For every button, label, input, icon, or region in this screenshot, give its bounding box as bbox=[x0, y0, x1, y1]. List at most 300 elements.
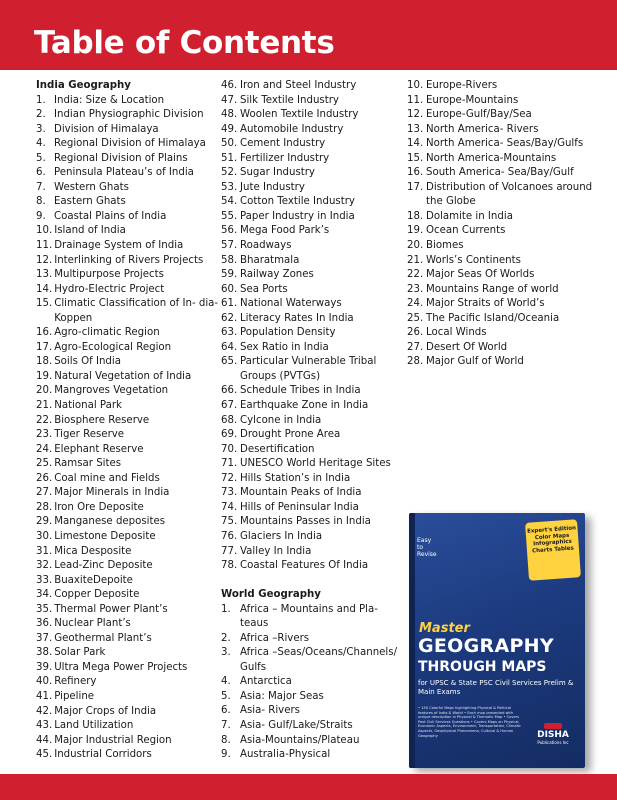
toc-item-number: 47. bbox=[221, 94, 238, 106]
toc-item-title: Cylcone in India bbox=[240, 414, 322, 426]
toc-column-3 bbox=[407, 79, 612, 370]
toc-item-title: Automobile Industry bbox=[240, 123, 344, 135]
toc-item bbox=[36, 166, 221, 181]
toc-item-title: Regional Division of Himalaya bbox=[54, 138, 206, 150]
toc-item-title: Pipeline bbox=[54, 690, 95, 702]
toc-item-title: Fertilizer Industry bbox=[240, 152, 330, 164]
toc-item bbox=[221, 704, 406, 719]
toc-item bbox=[36, 254, 221, 269]
toc-item-number: 15. bbox=[36, 298, 53, 310]
toc-item-title: Manganese deposites bbox=[54, 516, 166, 528]
toc-item-title: Iron Ore Deposite bbox=[54, 501, 144, 513]
toc-item-number: 30. bbox=[36, 530, 53, 542]
toc-item-number: 3. bbox=[36, 123, 46, 135]
toc-item-number: 58. bbox=[221, 254, 238, 266]
toc-item bbox=[221, 123, 406, 138]
toc-item-title: Literacy Rates In India bbox=[240, 312, 354, 324]
toc-item bbox=[407, 326, 612, 341]
book-tag: Expert's Edition Color Maps Infographics Charts Tables bbox=[525, 519, 581, 580]
toc-item-title: Copper Deposite bbox=[54, 589, 140, 601]
toc-item-number: 54. bbox=[221, 196, 238, 208]
toc-item-title: Soils Of India bbox=[54, 356, 121, 368]
toc-item bbox=[221, 355, 406, 384]
toc-item bbox=[36, 181, 221, 196]
toc-item-number: 12. bbox=[407, 109, 424, 121]
toc-item-number: 62. bbox=[221, 312, 238, 324]
toc-item-number: 69. bbox=[221, 429, 238, 441]
toc-item-number: 75. bbox=[221, 516, 238, 528]
toc-item-number: 56. bbox=[221, 225, 238, 237]
toc-item-number: 20. bbox=[36, 385, 53, 397]
toc-item-title: Biosphere Reserve bbox=[54, 414, 150, 426]
toc-item-title: Nuclear Plant’s bbox=[54, 618, 131, 630]
toc-item-number: 4. bbox=[36, 138, 46, 150]
toc-item bbox=[221, 603, 406, 632]
toc-item-title: Coal mine and Fields bbox=[54, 472, 160, 484]
toc-item-title: Valley In India bbox=[240, 545, 312, 557]
toc-item-title: Particular Vulnerable Tribal Groups (PVTGs) bbox=[240, 356, 377, 382]
toc-item-number: 14. bbox=[36, 283, 53, 295]
toc-item bbox=[36, 632, 221, 647]
toc-item bbox=[221, 297, 406, 312]
toc-item-number: 63. bbox=[221, 327, 238, 339]
toc-item-number: 76. bbox=[221, 530, 238, 542]
toc-item bbox=[407, 210, 612, 225]
toc-item-number: 14. bbox=[407, 138, 424, 150]
toc-item bbox=[221, 457, 406, 472]
toc-item-number: 5. bbox=[36, 152, 46, 164]
toc-item-number: 53. bbox=[221, 181, 238, 193]
toc-item-number: 19. bbox=[36, 370, 53, 382]
toc-item-title: National Waterways bbox=[240, 298, 342, 310]
toc-item-number: 55. bbox=[221, 210, 238, 222]
title-banner bbox=[0, 0, 617, 70]
toc-item-title: Woolen Textile Industry bbox=[240, 109, 359, 121]
toc-item-number: 73. bbox=[221, 487, 238, 499]
toc-item-number: 60. bbox=[221, 283, 238, 295]
toc-item-title: Sea Ports bbox=[240, 283, 288, 295]
toc-item-number: 72. bbox=[221, 472, 238, 484]
toc-item bbox=[407, 79, 612, 94]
toc-item-title: Ramsar Sites bbox=[54, 458, 122, 470]
toc-item bbox=[36, 486, 221, 501]
toc-item bbox=[221, 254, 406, 269]
toc-item-title: Distribution of Volcanoes around the Globe bbox=[426, 181, 593, 208]
toc-item-title: India: Size & Location bbox=[54, 94, 165, 106]
toc-item bbox=[221, 283, 406, 298]
toc-item-number: 65. bbox=[221, 356, 238, 368]
toc-item-number: 52. bbox=[221, 167, 238, 179]
toc-item bbox=[221, 108, 406, 123]
toc-item bbox=[407, 239, 612, 254]
toc-item bbox=[221, 79, 406, 94]
toc-item-title: Africa – Mountains and Pla- teaus bbox=[240, 603, 378, 630]
toc-item-number: 19. bbox=[407, 225, 424, 237]
toc-item-number: 18. bbox=[407, 210, 424, 222]
toc-item-title: Climatic Classification of In- dia-Koppen bbox=[54, 298, 219, 324]
toc-item bbox=[36, 152, 221, 167]
toc-item-title: Multipurpose Projects bbox=[54, 269, 164, 281]
toc-item bbox=[36, 123, 221, 138]
toc-item bbox=[221, 341, 406, 356]
toc-item-title: Natural Vegetation of India bbox=[54, 370, 192, 382]
toc-item bbox=[407, 312, 612, 327]
toc-item bbox=[36, 734, 221, 749]
toc-item bbox=[221, 646, 406, 675]
publisher-logo-icon bbox=[544, 723, 562, 729]
toc-item-title: Elephant Reserve bbox=[54, 443, 144, 455]
toc-item-number: 13. bbox=[407, 123, 424, 135]
book-easy-label: Easy to Revise bbox=[417, 537, 437, 558]
toc-item-title: North America- Rivers bbox=[426, 123, 539, 135]
toc-item-title: Eastern Ghats bbox=[54, 196, 126, 208]
toc-item bbox=[221, 443, 406, 458]
toc-item-title: Mountains Passes in India bbox=[240, 516, 371, 528]
toc-item-title: Australia-Physical bbox=[240, 749, 331, 761]
toc-item bbox=[221, 472, 406, 487]
toc-item bbox=[36, 414, 221, 429]
toc-item bbox=[407, 152, 612, 167]
toc-item-title: Major Seas Of Worlds bbox=[426, 269, 535, 281]
toc-item-number: 13. bbox=[36, 269, 53, 281]
toc-item-number: 59. bbox=[221, 269, 238, 281]
toc-item-title: Jute Industry bbox=[240, 181, 305, 193]
toc-item-number: 6. bbox=[36, 167, 46, 179]
toc-item-title: Major Gulf of World bbox=[426, 356, 524, 368]
toc-item bbox=[36, 472, 221, 487]
section-heading: World Geography bbox=[221, 589, 321, 601]
toc-item bbox=[221, 152, 406, 167]
toc-item-title: Local Winds bbox=[426, 327, 487, 339]
toc-item-number: 27. bbox=[36, 487, 53, 499]
toc-item bbox=[36, 370, 221, 385]
toc-item-number: 61. bbox=[221, 298, 238, 310]
toc-item-number: 46. bbox=[221, 80, 238, 91]
toc-item bbox=[36, 108, 221, 123]
toc-item-title: Population Density bbox=[240, 327, 336, 339]
toc-item bbox=[221, 399, 406, 414]
toc-item-number: 48. bbox=[221, 109, 238, 121]
toc-item bbox=[221, 210, 406, 225]
toc-item-number: 66. bbox=[221, 385, 238, 397]
toc-item-title: Land Utilization bbox=[54, 720, 134, 732]
toc-item-title: Europe-Rivers bbox=[426, 80, 498, 91]
toc-item bbox=[221, 690, 406, 705]
toc-item-number: 22. bbox=[36, 414, 53, 426]
toc-item-title: Drought Prone Area bbox=[240, 429, 341, 441]
toc-item-number: 33. bbox=[36, 574, 53, 586]
toc-item-title: Hills Station’s in India bbox=[240, 472, 351, 484]
toc-item-title: South America- Sea/Bay/Gulf bbox=[426, 167, 574, 179]
toc-item-number: 32. bbox=[36, 560, 53, 572]
toc-item bbox=[36, 224, 221, 239]
toc-item-title: Paper Industry in India bbox=[240, 210, 355, 222]
toc-item bbox=[36, 705, 221, 720]
toc-item-title: Africa –Seas/Oceans/Channels/ Gulfs bbox=[240, 647, 397, 673]
toc-item-title: Industrial Corridors bbox=[54, 749, 152, 761]
toc-item-number: 7. bbox=[221, 720, 231, 732]
toc-item-number: 24. bbox=[407, 298, 424, 310]
toc-item bbox=[36, 719, 221, 734]
footer-bar bbox=[0, 774, 617, 800]
toc-item bbox=[221, 166, 406, 181]
toc-item-number: 16. bbox=[36, 327, 53, 339]
toc-item-title: Cotton Textile Industry bbox=[240, 196, 355, 208]
toc-item-title: Major Minerals in India bbox=[54, 487, 170, 499]
toc-item-number: 23. bbox=[36, 429, 53, 441]
toc-item-title: Peninsula Plateau’s of India bbox=[54, 167, 194, 179]
toc-item-number: 35. bbox=[36, 603, 53, 615]
toc-item-title: Asia- Rivers bbox=[240, 705, 300, 717]
toc-item bbox=[221, 530, 406, 545]
toc-item-number: 6. bbox=[221, 705, 231, 717]
toc-item-title: Ultra Mega Power Projects bbox=[54, 661, 188, 673]
toc-item bbox=[221, 559, 406, 574]
toc-item bbox=[221, 675, 406, 690]
toc-item bbox=[221, 734, 406, 749]
toc-item-number: 20. bbox=[407, 240, 424, 252]
toc-item-title: Major Crops of India bbox=[54, 705, 157, 717]
toc-item-title: Ocean Currents bbox=[426, 225, 506, 237]
toc-item-title: Sugar Industry bbox=[240, 167, 315, 179]
toc-item bbox=[36, 501, 221, 516]
toc-item bbox=[407, 341, 612, 356]
toc-item-number: 26. bbox=[36, 472, 53, 484]
toc-item-title: Railway Zones bbox=[240, 269, 314, 281]
toc-item-number: 9. bbox=[36, 210, 46, 222]
toc-item bbox=[36, 341, 221, 356]
toc-item bbox=[221, 326, 406, 341]
toc-item-number: 8. bbox=[36, 196, 46, 208]
toc-item bbox=[407, 283, 612, 298]
toc-item-title: Europe-Mountains bbox=[426, 94, 519, 106]
toc-item bbox=[221, 181, 406, 196]
toc-item-title: Africa –Rivers bbox=[240, 632, 310, 644]
toc-column-2 bbox=[221, 79, 406, 763]
toc-item-title: National Park bbox=[54, 400, 122, 412]
toc-item-title: Drainage System of India bbox=[54, 240, 184, 252]
toc-item-title: Indian Physiographic Division bbox=[54, 109, 204, 121]
toc-item-number: 2. bbox=[221, 632, 231, 644]
toc-item-number: 34. bbox=[36, 589, 53, 601]
toc-item-number: 10. bbox=[407, 80, 424, 91]
toc-item-number: 39. bbox=[36, 661, 53, 673]
toc-item-title: BuaxiteDepoite bbox=[54, 574, 133, 586]
toc-item bbox=[221, 748, 406, 763]
toc-item-title: Mangroves Vegetation bbox=[54, 385, 169, 397]
toc-item-title: Agro-Ecological Region bbox=[54, 341, 172, 353]
toc-item bbox=[36, 617, 221, 632]
toc-item bbox=[36, 559, 221, 574]
toc-item-number: 37. bbox=[36, 632, 53, 644]
toc-item bbox=[36, 399, 221, 414]
toc-item-title: Thermal Power Plant’s bbox=[54, 603, 168, 615]
toc-item-number: 45. bbox=[36, 749, 53, 761]
toc-item bbox=[221, 515, 406, 530]
book-spine bbox=[409, 513, 415, 768]
toc-item bbox=[36, 94, 221, 109]
toc-item-title: Geothermal Plant’s bbox=[54, 632, 152, 644]
toc-item-title: Asia: Major Seas bbox=[240, 690, 324, 702]
toc-item-number: 28. bbox=[407, 356, 424, 368]
toc-item-title: Regional Division of Plains bbox=[54, 152, 188, 164]
toc-item bbox=[221, 312, 406, 327]
toc-item bbox=[407, 181, 612, 210]
toc-item bbox=[221, 195, 406, 210]
toc-item-number: 16. bbox=[407, 167, 424, 179]
toc-item-title: Major Straits of World’s bbox=[426, 298, 545, 310]
toc-item bbox=[36, 428, 221, 443]
toc-item bbox=[36, 515, 221, 530]
toc-item bbox=[221, 501, 406, 516]
toc-item bbox=[36, 268, 221, 283]
toc-item-number: 70. bbox=[221, 443, 238, 455]
book-master-label: Master bbox=[419, 621, 470, 636]
toc-item bbox=[407, 166, 612, 181]
toc-item bbox=[36, 690, 221, 705]
toc-item bbox=[221, 719, 406, 734]
toc-item-title: Europe-Gulf/Bay/Sea bbox=[426, 109, 532, 121]
toc-item-number: 10. bbox=[36, 225, 53, 237]
toc-item bbox=[36, 545, 221, 560]
toc-item-title: Silk Textile Industry bbox=[240, 94, 339, 106]
toc-item bbox=[221, 632, 406, 647]
toc-item-title: Interlinking of Rivers Projects bbox=[54, 254, 204, 266]
toc-item-title: Coastal Features Of India bbox=[240, 560, 369, 572]
toc-item bbox=[36, 675, 221, 690]
toc-item-number: 71. bbox=[221, 458, 238, 470]
toc-item bbox=[221, 94, 406, 109]
book-title-line2: THROUGH MAPS bbox=[418, 659, 547, 675]
toc-item-title: Island of India bbox=[54, 225, 126, 237]
toc-item-number: 7. bbox=[36, 181, 46, 193]
toc-item bbox=[36, 748, 221, 763]
toc-column-1 bbox=[36, 79, 221, 763]
toc-item-title: Schedule Tribes in India bbox=[240, 385, 361, 397]
toc-item-number: 4. bbox=[221, 676, 231, 688]
toc-item-title: The Pacific Island/Oceania bbox=[426, 312, 560, 324]
toc-item bbox=[36, 210, 221, 225]
toc-item-title: Glaciers In India bbox=[240, 530, 323, 542]
page-title: Table of Contents bbox=[34, 25, 335, 61]
toc-item bbox=[36, 297, 221, 326]
toc-item bbox=[221, 545, 406, 560]
book-subtitle: for UPSC & State PSC Civil Services Prelim & Main Exams bbox=[418, 679, 574, 696]
toc-item bbox=[221, 486, 406, 501]
toc-item-title: Mica Desposite bbox=[54, 545, 132, 557]
toc-item bbox=[221, 239, 406, 254]
toc-item-number: 11. bbox=[36, 240, 53, 252]
book-title-line1: GEOGRAPHY bbox=[418, 635, 554, 657]
toc-item-number: 1. bbox=[221, 603, 231, 615]
toc-item bbox=[407, 137, 612, 152]
toc-item-title: Tiger Reserve bbox=[54, 429, 125, 441]
toc-item bbox=[221, 428, 406, 443]
toc-item bbox=[36, 530, 221, 545]
toc-item-title: Cement Industry bbox=[240, 138, 326, 150]
toc-item-number: 67. bbox=[221, 400, 238, 412]
toc-item bbox=[221, 268, 406, 283]
toc-item bbox=[407, 123, 612, 138]
toc-item-title: Solar Park bbox=[54, 647, 106, 659]
toc-item-number: 50. bbox=[221, 138, 238, 150]
publisher-logo bbox=[531, 723, 575, 745]
book-bullets: • 150 Colorful Maps highlighting Physical & Political features of India & World • Each map presented with unique description in Physical & Thematic Map • Covers Past Civil Services Questions • Covers Maps on Physical, Economic Aspects, Environment, Transportation, Climatic Aspects, Geophysical Phenomena, Cultural & Human Geography bbox=[418, 706, 521, 738]
toc-item bbox=[36, 574, 221, 589]
toc-item-number: 49. bbox=[221, 123, 238, 135]
toc-item-title: UNESCO World Heritage Sites bbox=[240, 458, 391, 470]
toc-item-title: Desertification bbox=[240, 443, 315, 455]
toc-item-number: 18. bbox=[36, 356, 53, 368]
toc-item-number: 25. bbox=[407, 312, 424, 324]
toc-item-number: 24. bbox=[36, 443, 53, 455]
toc-item bbox=[36, 384, 221, 399]
toc-item-number: 9. bbox=[221, 749, 231, 761]
toc-item-title: Lead-Zinc Deposite bbox=[54, 560, 153, 572]
toc-item-title: Asia- Gulf/Lake/Straits bbox=[240, 720, 353, 732]
toc-item-title: Mega Food Park’s bbox=[240, 225, 330, 237]
toc-item bbox=[36, 355, 221, 370]
toc-item-title: Hydro-Electric Project bbox=[54, 283, 165, 295]
toc-item-title: Bharatmala bbox=[240, 254, 300, 266]
toc-item-number: 36. bbox=[36, 618, 53, 630]
toc-item-number: 15. bbox=[407, 152, 424, 164]
toc-item-title: Asia-Mountains/Plateau bbox=[240, 734, 360, 746]
publisher-name: DISHA bbox=[537, 730, 569, 740]
toc-item bbox=[36, 239, 221, 254]
toc-item-number: 12. bbox=[36, 254, 53, 266]
section-heading: India Geography bbox=[36, 80, 131, 91]
toc-item bbox=[36, 646, 221, 661]
toc-item-title: Agro-climatic Region bbox=[54, 327, 160, 339]
toc-item-number: 2. bbox=[36, 109, 46, 121]
toc-item-number: 5. bbox=[221, 690, 231, 702]
toc-item-title: Hills of Peninsular India bbox=[240, 501, 359, 513]
toc-item-title: Biomes bbox=[426, 240, 464, 252]
toc-item-title: Major Industrial Region bbox=[54, 734, 172, 746]
toc-item bbox=[407, 108, 612, 123]
toc-item-number: 28. bbox=[36, 501, 53, 513]
toc-item bbox=[36, 137, 221, 152]
toc-item-number: 8. bbox=[221, 734, 231, 746]
toc-item-title: Division of Himalaya bbox=[54, 123, 159, 135]
toc-item-number: 57. bbox=[221, 240, 238, 252]
toc-item-number: 42. bbox=[36, 705, 53, 717]
toc-item-title: Earthquake Zone in India bbox=[240, 400, 369, 412]
toc-item-number: 41. bbox=[36, 690, 53, 702]
toc-item-number: 21. bbox=[36, 400, 53, 412]
toc-item bbox=[36, 603, 221, 618]
toc-item-number: 29. bbox=[36, 516, 53, 528]
toc-item-number: 17. bbox=[407, 181, 424, 193]
toc-item-title: Refinery bbox=[54, 676, 97, 688]
toc-item-number: 51. bbox=[221, 152, 238, 164]
toc-item-number: 22. bbox=[407, 269, 424, 281]
toc-item-number: 68. bbox=[221, 414, 238, 426]
toc-item-number: 31. bbox=[36, 545, 53, 557]
toc-item bbox=[407, 94, 612, 109]
toc-item bbox=[221, 384, 406, 399]
toc-item-number: 21. bbox=[407, 254, 424, 266]
toc-item-title: Worls’s Continents bbox=[426, 254, 521, 266]
toc-item-number: 78. bbox=[221, 560, 238, 572]
toc-item-title: Mountains Range of world bbox=[426, 283, 559, 295]
toc-item-number: 27. bbox=[407, 341, 424, 353]
toc-item-title: North America-Mountains bbox=[426, 152, 557, 164]
toc-item bbox=[36, 443, 221, 458]
toc-item bbox=[407, 355, 612, 370]
toc-item-number: 26. bbox=[407, 327, 424, 339]
